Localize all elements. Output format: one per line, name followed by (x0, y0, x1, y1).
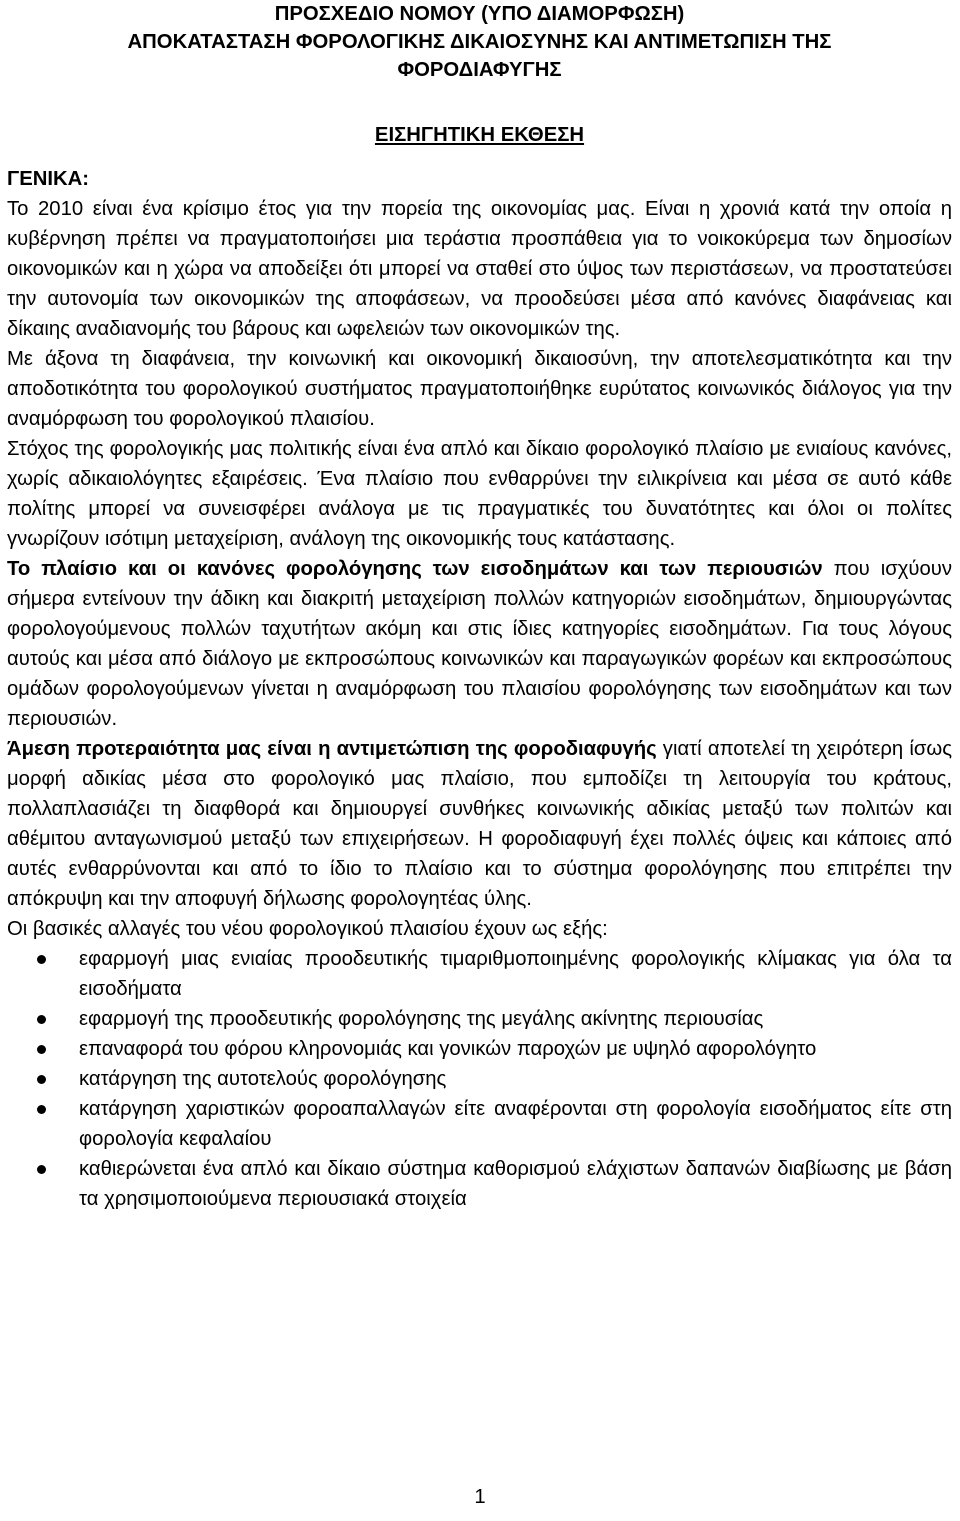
list-item (7, 1064, 952, 1094)
list-item (7, 1154, 952, 1214)
document-title-line-2: ΑΠΟΚΑΤΑΣΤΑΣΗ ΦΟΡΟΛΟΓΙΚΗΣ ΔΙΚΑΙΟΣΥΝΗΣ ΚΑΙ ΑΝΤΙΜΕΤΩΠΙΣΗ ΤΗΣ (127, 31, 832, 53)
list-item-text: καθιερώνεται ένα απλό και δίκαιο σύστημα καθορισμού ελάχιστων δαπανών διαβίωσης με βάση τα χρησιμοποιούμενα περιουσιακά στοιχεία (79, 1158, 952, 1210)
page-number: 1 (474, 1486, 486, 1508)
paragraph-framework (7, 554, 952, 734)
list-item-text: κατάργηση χαριστικών φοροαπαλλαγών είτε αναφέρονται στη φορολογία εισοδήματος είτε στη φορολογία κεφαλαίου (79, 1098, 952, 1150)
paragraph-goal: Στόχος της φορολογικής μας πολιτικής είναι ένα απλό και δίκαιο φορολογικό πλαίσιο με ενιαίους κανόνες, χωρίς αδικαιολόγητες εξαιρέσεις. Ένα πλαίσιο που ενθαρρύνει την ειλικρίνεια και μέσα σε αυτό κάθε πολίτης μπορεί να συνεισφέρει ανάλογα με τις πραγματικές του δυνατότητες και όλοι οι πολίτες γνωρίζουν ισότιμη μεταχείριση, ανάλογη της οικονομικής τους κατάστασης. (7, 438, 952, 550)
list-item-text: επαναφορά του φόρου κληρονομιάς και γονικών παροχών με υψηλό αφορολόγητο (79, 1038, 817, 1060)
section-label-general: ΓΕΝΙΚΑ: (7, 168, 90, 190)
document-title-line-3: ΦΟΡΟΔΙΑΦΥΓΗΣ (397, 59, 562, 81)
paragraph-priority-text: γιατί αποτελεί τη χειρότερη ίσως μορφή αδικίας μέσα στο φορολογικό μας πλαίσιο, που εμποδίζει τη λειτουργία του κράτους, πολλαπλασιάζει τη διαφθορά και δημιουργεί συνθήκες κοινωνικής αδικίας μεταξύ των πολιτών και αθέμιτου ανταγωνισμού μεταξύ των επιχειρήσεων. Η φοροδιαφυγή έχει πολλές όψεις και κάποιες από αυτές ενθαρρύνονται και από το ίδιο το πλαίσιο και το σύστημα φορολόγησης που επιτρέπει την απόκρυψη και την αποφυγή δήλωσης φορολογητέας ύλης. (7, 738, 952, 910)
list-item-text: εφαρμογή της προοδευτικής φορολόγησης της μεγάλης ακίνητης περιουσίας (79, 1008, 764, 1030)
paragraph-changes-intro: Οι βασικές αλλαγές του νέου φορολογικού πλαισίου έχουν ως εξής: (7, 918, 608, 940)
list-item (7, 1094, 952, 1154)
list-item (7, 944, 952, 1004)
paragraph-intro: Το 2010 είναι ένα κρίσιμο έτος για την πορεία της οικονομίας μας. Είναι η χρονιά κατά την οποία η κυβέρνηση πρέπει να πραγματοποιήσει μια τεράστια προσπάθεια για το νοικοκύρεμα των δημοσίων οικονομικών και η χώρα να αποδείξει ότι μπορεί να σταθεί στο ύψος των περιστάσεων, να προστατεύσει την αυτονομία των οικονομικών της αποφάσεων, να προοδεύσει μέσα από κανόνες διαφάνειας και δίκαιης αναδιανομής του βάρους και ωφελειών των οικονομικών της. (7, 198, 952, 340)
document-title-line-1: ΠΡΟΣΧΕΔΙΟ ΝΟΜΟΥ (ΥΠΟ ΔΙΑΜΟΡΦΩΣΗ) (274, 3, 685, 25)
bullet-icon (37, 1045, 46, 1054)
bullet-icon (37, 1015, 46, 1024)
list-item (7, 1034, 952, 1064)
paragraph-axis: Με άξονα τη διαφάνεια, την κοινωνική και οικονομική δικαιοσύνη, την αποτελεσματικότητα και την αποδοτικότητα του φορολογικού συστήματος πραγματοποιήθηκε ευρύτατος κοινωνικός διάλογος για την αναμόρφωση του φορολογικού πλαισίου. (7, 348, 952, 430)
report-title: ΕΙΣΗΓΗΤΙΚΗ ΕΚΘΕΣΗ (374, 124, 585, 146)
bullet-icon (37, 1075, 46, 1084)
bullet-icon (37, 955, 46, 964)
list-item-text: εφαρμογή μιας ενιαίας προοδευτικής τιμαριθμοποιημένης φορολογικής κλίμακας για όλα τα εισοδήματα (79, 948, 952, 1000)
list-item-text: κατάργηση της αυτοτελούς φορολόγησης (79, 1068, 447, 1090)
paragraph-priority (7, 734, 952, 914)
paragraph-priority-emphasis: Άμεση προτεραιότητα μας είναι η αντιμετώπιση της φοροδιαφυγής (7, 738, 657, 760)
bullet-icon (37, 1165, 46, 1174)
bullet-icon (37, 1105, 46, 1114)
changes-list (7, 944, 952, 1214)
list-item (7, 1004, 952, 1034)
paragraph-framework-text: που ισχύουν σήμερα εντείνουν την άδικη και διακριτή μεταχείριση πολλών κατηγοριών εισοδημάτων, δημιουργώντας φορολογούμενους πολλών ταχυτήτων ακόμη και στις ίδιες κατηγορίες εισοδημάτων. Για τους λόγους αυτούς και μέσα από διάλογο με εκπροσώπους κοινωνικών και παραγωγικών φορέων και εκπροσώπους ομάδων φορολογούμενων γίνεται η αναμόρφωση του πλαισίου φορολόγησης των εισοδημάτων και των περιουσιών. (7, 558, 953, 730)
paragraph-framework-emphasis: Το πλαίσιο και οι κανόνες φορολόγησης των εισοδημάτων και των περιουσιών (7, 558, 823, 580)
